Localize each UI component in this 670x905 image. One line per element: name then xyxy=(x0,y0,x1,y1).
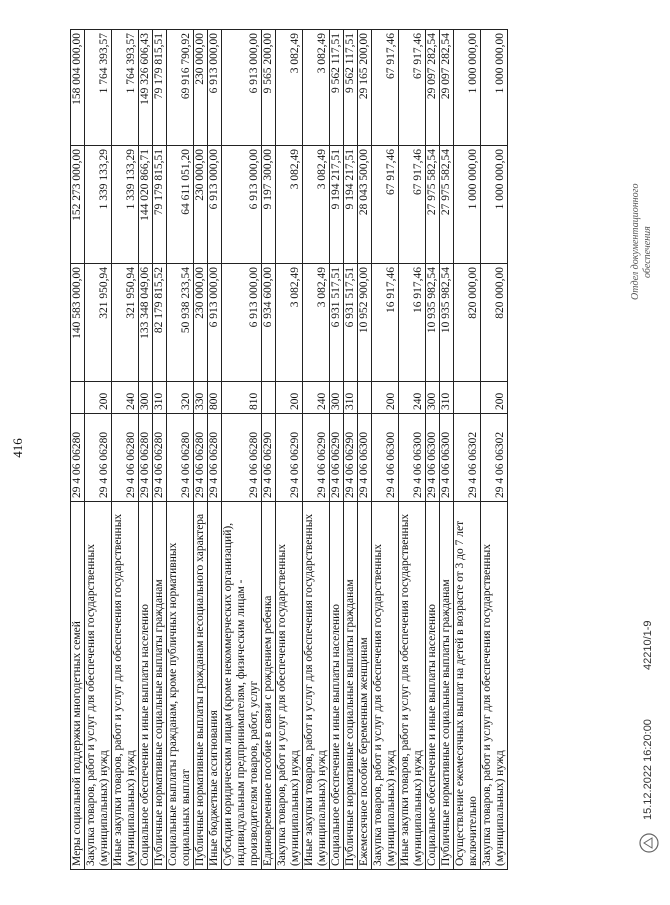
table-row xyxy=(222,30,262,870)
value-2022-cell: 16 917,46 xyxy=(372,264,399,382)
value-2022-cell: 321 950,94 xyxy=(85,264,112,382)
value-2024-cell: 6 913 000,00 xyxy=(208,30,222,146)
vr-cell: 240 xyxy=(303,382,330,414)
csr-cell: 29 4 06 06300 xyxy=(358,414,372,502)
csr-cell: 29 4 06 06302 xyxy=(481,414,508,502)
value-2022-cell: 3 082,49 xyxy=(303,264,330,382)
csr-cell: 29 4 06 06290 xyxy=(303,414,330,502)
table-row xyxy=(372,30,399,870)
value-2024-cell: 9 562 117,51 xyxy=(330,30,344,146)
csr-cell: 29 4 06 06280 xyxy=(139,414,153,502)
vr-cell: 310 xyxy=(440,382,454,414)
value-2022-cell: 6 913 000,00 xyxy=(222,264,262,382)
value-2022-cell: 321 950,94 xyxy=(112,264,139,382)
value-2023-cell: 9 194 217,51 xyxy=(344,146,358,264)
footer-code: 42210/1-9 xyxy=(642,620,654,670)
budget-table xyxy=(70,29,508,870)
value-2023-cell: 67 917,46 xyxy=(399,146,426,264)
value-2022-cell: 820 000,00 xyxy=(454,264,481,382)
value-2024-cell: 29 097 282,54 xyxy=(426,30,440,146)
table-row xyxy=(194,30,208,870)
value-2022-cell: 10 952 900,00 xyxy=(358,264,372,382)
csr-cell: 29 4 06 06280 xyxy=(153,414,167,502)
vr-cell: 810 xyxy=(222,382,262,414)
table-row xyxy=(330,30,344,870)
name-cell: Публичные нормативные социальные выплаты гражданам xyxy=(440,502,454,870)
value-2022-cell: 133 348 049,06 xyxy=(139,264,153,382)
value-2022-cell: 16 917,46 xyxy=(399,264,426,382)
vr-cell: 240 xyxy=(399,382,426,414)
value-2022-cell: 10 935 982,54 xyxy=(440,264,454,382)
value-2024-cell: 6 913 000,00 xyxy=(222,30,262,146)
name-cell: Единовременное пособие в связи с рождением ребенка xyxy=(262,502,276,870)
csr-cell: 29 4 06 06300 xyxy=(440,414,454,502)
name-cell: Меры социальной поддержки многодетных семей xyxy=(71,502,85,870)
name-cell: Иные закупки товаров, работ и услуг для обеспечения государственных (муниципальных) нужд xyxy=(112,502,139,870)
vr-cell xyxy=(71,382,85,414)
csr-cell: 29 4 06 06280 xyxy=(112,414,139,502)
table-row xyxy=(344,30,358,870)
value-2024-cell: 1 764 393,57 xyxy=(112,30,139,146)
table-row xyxy=(303,30,330,870)
value-2023-cell: 9 197 300,00 xyxy=(262,146,276,264)
value-2022-cell: 3 082,49 xyxy=(276,264,303,382)
department-stamp: Отдел документационного обеспечения xyxy=(630,183,653,300)
csr-cell: 29 4 06 06280 xyxy=(167,414,194,502)
value-2022-cell: 6 934 600,00 xyxy=(262,264,276,382)
name-cell: Социальное обеспечение и иные выплаты населению xyxy=(330,502,344,870)
table-row xyxy=(399,30,426,870)
table-row xyxy=(454,30,481,870)
vr-cell: 800 xyxy=(208,382,222,414)
value-2022-cell: 6 931 517,51 xyxy=(344,264,358,382)
page-footer xyxy=(630,0,670,860)
emblem-icon xyxy=(638,832,660,854)
vr-cell: 200 xyxy=(276,382,303,414)
value-2022-cell: 10 935 982,54 xyxy=(426,264,440,382)
name-cell: Ежемесячное пособие беременным женщинам xyxy=(358,502,372,870)
table-row xyxy=(208,30,222,870)
value-2023-cell: 6 913 000,00 xyxy=(208,146,222,264)
name-cell: Закупка товаров, работ и услуг для обеспечения государственных (муниципальных) нужд xyxy=(372,502,399,870)
value-2022-cell: 140 583 000,00 xyxy=(71,264,85,382)
table-row xyxy=(276,30,303,870)
value-2024-cell: 67 917,46 xyxy=(399,30,426,146)
value-2023-cell: 1 000 000,00 xyxy=(454,146,481,264)
table-row xyxy=(85,30,112,870)
value-2023-cell: 6 913 000,00 xyxy=(222,146,262,264)
value-2022-cell: 6 913 000,00 xyxy=(208,264,222,382)
value-2024-cell: 69 916 790,92 xyxy=(167,30,194,146)
value-2024-cell: 149 326 606,43 xyxy=(139,30,153,146)
value-2022-cell: 50 938 233,54 xyxy=(167,264,194,382)
value-2024-cell: 1 764 393,57 xyxy=(85,30,112,146)
value-2023-cell: 9 194 217,51 xyxy=(330,146,344,264)
value-2023-cell: 64 611 051,20 xyxy=(167,146,194,264)
csr-cell: 29 4 06 06290 xyxy=(262,414,276,502)
value-2024-cell: 3 082,49 xyxy=(303,30,330,146)
value-2024-cell: 9 562 117,51 xyxy=(344,30,358,146)
name-cell: Социальные выплаты гражданам, кроме публичных нормативных социальных выплат xyxy=(167,502,194,870)
table-row xyxy=(358,30,372,870)
csr-cell: 29 4 06 06290 xyxy=(344,414,358,502)
value-2023-cell: 27 975 582,54 xyxy=(440,146,454,264)
value-2022-cell: 6 931 517,51 xyxy=(330,264,344,382)
vr-cell: 300 xyxy=(139,382,153,414)
vr-cell: 330 xyxy=(194,382,208,414)
name-cell: Закупка товаров, работ и услуг для обеспечения государственных (муниципальных) нужд xyxy=(276,502,303,870)
table-row xyxy=(426,30,440,870)
name-cell: Социальное обеспечение и иные выплаты населению xyxy=(139,502,153,870)
value-2024-cell: 1 000 000,00 xyxy=(481,30,508,146)
table-row xyxy=(481,30,508,870)
csr-cell: 29 4 06 06300 xyxy=(426,414,440,502)
value-2024-cell: 3 082,49 xyxy=(276,30,303,146)
vr-cell: 200 xyxy=(85,382,112,414)
value-2024-cell: 230 000,00 xyxy=(194,30,208,146)
value-2023-cell: 67 917,46 xyxy=(372,146,399,264)
table-row xyxy=(440,30,454,870)
csr-cell: 29 4 06 06280 xyxy=(194,414,208,502)
vr-cell: 300 xyxy=(426,382,440,414)
value-2024-cell: 29 097 282,54 xyxy=(440,30,454,146)
value-2024-cell: 29 165 200,00 xyxy=(358,30,372,146)
name-cell: Закупка товаров, работ и услуг для обеспечения государственных (муниципальных) нужд xyxy=(85,502,112,870)
value-2024-cell: 158 004 000,00 xyxy=(71,30,85,146)
name-cell: Иные закупки товаров, работ и услуг для обеспечения государственных (муниципальных) нужд xyxy=(399,502,426,870)
csr-cell: 29 4 06 06280 xyxy=(222,414,262,502)
csr-cell: 29 4 06 06302 xyxy=(454,414,481,502)
value-2023-cell: 27 975 582,54 xyxy=(426,146,440,264)
value-2024-cell: 1 000 000,00 xyxy=(454,30,481,146)
name-cell: Социальное обеспечение и иные выплаты населению xyxy=(426,502,440,870)
table-row xyxy=(262,30,276,870)
table-row xyxy=(153,30,167,870)
value-2022-cell: 82 179 815,52 xyxy=(153,264,167,382)
value-2022-cell: 230 000,00 xyxy=(194,264,208,382)
csr-cell: 29 4 06 06300 xyxy=(372,414,399,502)
name-cell: Закупка товаров, работ и услуг для обеспечения государственных (муниципальных) нужд xyxy=(481,502,508,870)
name-cell: Иные закупки товаров, работ и услуг для обеспечения государственных (муниципальных) нужд xyxy=(303,502,330,870)
value-2023-cell: 1 339 133,29 xyxy=(112,146,139,264)
value-2023-cell: 1 000 000,00 xyxy=(481,146,508,264)
value-2024-cell: 79 179 815,51 xyxy=(153,30,167,146)
vr-cell xyxy=(454,382,481,414)
vr-cell: 200 xyxy=(481,382,508,414)
csr-cell: 29 4 06 06290 xyxy=(276,414,303,502)
value-2023-cell: 28 043 500,00 xyxy=(358,146,372,264)
value-2023-cell: 1 339 133,29 xyxy=(85,146,112,264)
name-cell: Субсидии юридическим лицам (кроме некоммерческих организаций), индивидуальным предпринимателям, физическим лицам - производителям товаров, работ, услуг xyxy=(222,502,262,870)
name-cell: Публичные нормативные социальные выплаты гражданам xyxy=(153,502,167,870)
name-cell: Иные бюджетные ассигнования xyxy=(208,502,222,870)
value-2023-cell: 230 000,00 xyxy=(194,146,208,264)
value-2022-cell: 820 000,00 xyxy=(481,264,508,382)
table-row xyxy=(71,30,85,870)
csr-cell: 29 4 06 06280 xyxy=(208,414,222,502)
name-cell: Публичные нормативные выплаты гражданам несоциального характера xyxy=(194,502,208,870)
vr-cell xyxy=(358,382,372,414)
value-2023-cell: 3 082,49 xyxy=(276,146,303,264)
footer-date: 15.12.2022 16:20:00 xyxy=(642,719,654,820)
value-2024-cell: 67 917,46 xyxy=(372,30,399,146)
vr-cell: 310 xyxy=(153,382,167,414)
csr-cell: 29 4 06 06280 xyxy=(71,414,85,502)
table-row xyxy=(112,30,139,870)
vr-cell: 200 xyxy=(372,382,399,414)
table-row xyxy=(139,30,153,870)
name-cell: Осуществление ежемесячных выплат на детей в возрасте от 3 до 7 лет включительно xyxy=(454,502,481,870)
page-number: 416 xyxy=(9,438,25,458)
value-2023-cell: 3 082,49 xyxy=(303,146,330,264)
name-cell: Публичные нормативные социальные выплаты гражданам xyxy=(344,502,358,870)
vr-cell xyxy=(262,382,276,414)
value-2023-cell: 79 179 815,51 xyxy=(153,146,167,264)
csr-cell: 29 4 06 06280 xyxy=(85,414,112,502)
vr-cell: 310 xyxy=(344,382,358,414)
csr-cell: 29 4 06 06290 xyxy=(330,414,344,502)
budget-table-page xyxy=(70,30,570,870)
value-2023-cell: 144 020 866,71 xyxy=(139,146,153,264)
value-2023-cell: 152 273 000,00 xyxy=(71,146,85,264)
value-2024-cell: 9 565 200,00 xyxy=(262,30,276,146)
table-row xyxy=(167,30,194,870)
vr-cell: 320 xyxy=(167,382,194,414)
vr-cell: 300 xyxy=(330,382,344,414)
csr-cell: 29 4 06 06300 xyxy=(399,414,426,502)
vr-cell: 240 xyxy=(112,382,139,414)
